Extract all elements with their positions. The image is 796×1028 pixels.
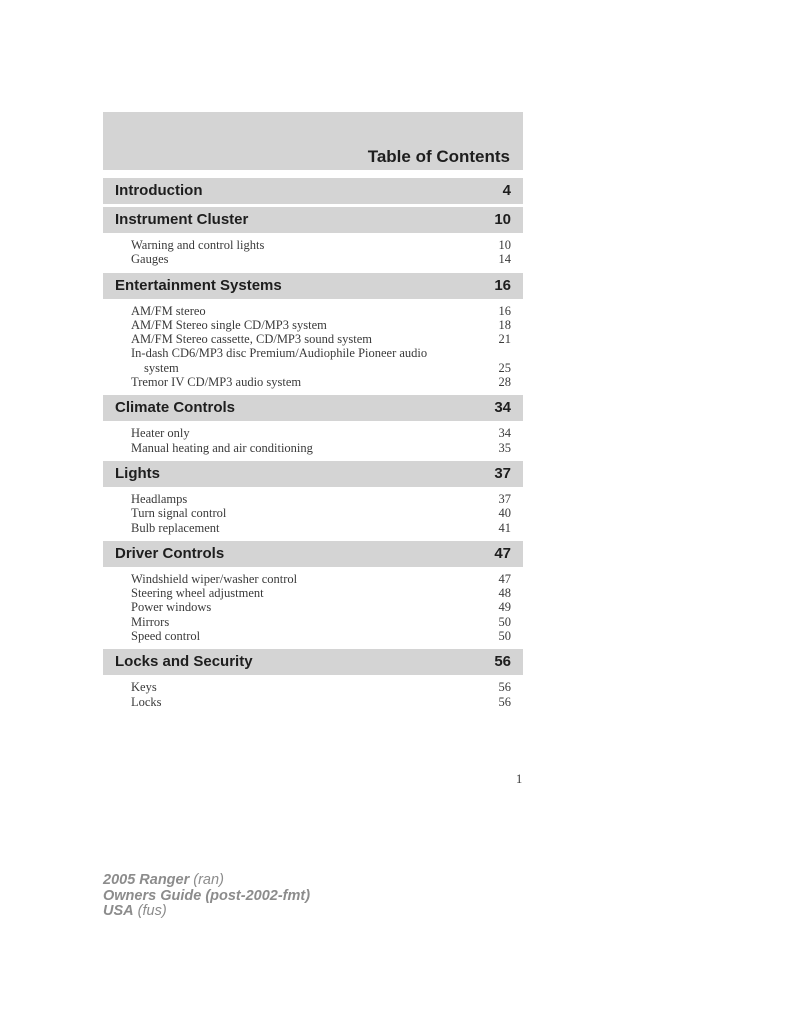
toc-section <box>103 541 523 649</box>
entry-page: 47 <box>498 571 511 586</box>
entry-title-text: Bulb replacement <box>131 520 220 535</box>
page-number: 1 <box>516 772 523 786</box>
entry-title <box>131 304 471 318</box>
entry-title-text: Mirrors <box>131 614 170 629</box>
entry-page: 48 <box>498 586 511 601</box>
entry-title <box>131 600 471 614</box>
entry-title-text: Heater only <box>131 426 190 441</box>
entry-page: 56 <box>498 694 511 709</box>
entry-page: 40 <box>498 506 511 521</box>
section-page: 47 <box>494 544 511 562</box>
section-header[interactable] <box>103 395 523 421</box>
footer-line-model: 2005 Ranger (ran) <box>103 872 224 888</box>
entry-title-text: Headlamps <box>131 491 188 506</box>
entry-title-text: Locks <box>131 694 162 709</box>
toc-entry[interactable] <box>103 252 523 266</box>
entry-page: 21 <box>498 332 511 347</box>
entry-title-text: Tremor IV CD/MP3 audio system <box>131 375 302 390</box>
footer-line-market: USA (fus) <box>103 903 167 919</box>
entry-title <box>131 238 471 252</box>
toc-entry[interactable] <box>103 426 523 440</box>
section-page: 34 <box>494 399 511 417</box>
entry-title <box>131 426 471 440</box>
toc-entry[interactable] <box>103 441 523 455</box>
section-page: 56 <box>494 653 511 671</box>
toc-entry[interactable] <box>103 318 523 332</box>
section-title: Introduction <box>115 182 203 199</box>
page-title: Table of Contents <box>367 147 510 166</box>
entry-title <box>131 629 471 643</box>
toc-entry[interactable] <box>103 695 523 709</box>
entry-title <box>131 615 471 629</box>
entry-title-text: Warning and control lights <box>131 238 265 252</box>
entry-title-text: Gauges <box>131 252 169 267</box>
toc-entry[interactable] <box>103 572 523 586</box>
entry-title <box>131 346 471 375</box>
entry-title-text: AM/FM stereo <box>131 303 206 318</box>
section-header[interactable] <box>103 178 523 204</box>
section-title: Entertainment Systems <box>115 276 282 294</box>
entry-title <box>131 586 471 600</box>
entry-page: 18 <box>498 317 511 332</box>
entry-title-text: AM/FM Stereo cassette, CD/MP3 sound system <box>131 332 372 347</box>
entry-title <box>131 695 471 709</box>
entry-title-text: Turn signal control <box>131 506 227 521</box>
entry-title-text: AM/FM Stereo single CD/MP3 system <box>131 317 327 332</box>
section-page: 16 <box>494 276 511 294</box>
entry-page: 49 <box>498 600 511 615</box>
toc-entry[interactable] <box>103 680 523 694</box>
section-title: Climate Controls <box>115 399 236 417</box>
entry-page: 10 <box>498 238 511 252</box>
entry-page: 37 <box>498 491 511 506</box>
section-title: Lights <box>115 464 160 482</box>
entry-page: 16 <box>498 303 511 318</box>
entry-page: 25 <box>498 360 511 375</box>
section-page: 4 <box>502 182 511 199</box>
entry-title <box>131 332 471 346</box>
entry-title <box>131 572 471 586</box>
section-title: Driver Controls <box>115 544 225 562</box>
toc-entry[interactable] <box>103 375 523 389</box>
entry-title <box>131 680 471 694</box>
section-title: Instrument Cluster <box>115 211 249 228</box>
section-header[interactable] <box>103 649 523 675</box>
toc-entry[interactable] <box>103 506 523 520</box>
section-header[interactable] <box>103 541 523 567</box>
entry-page: 35 <box>498 440 511 455</box>
entry-page: 41 <box>498 520 511 535</box>
entry-title-text: Manual heating and air conditioning <box>131 440 313 455</box>
toc-section <box>103 395 523 461</box>
entry-title <box>131 375 471 389</box>
entry-page: 50 <box>498 629 511 644</box>
entry-title-text: Speed control <box>131 629 201 644</box>
entry-title <box>131 441 471 455</box>
entry-title <box>131 506 471 520</box>
toc-entry[interactable] <box>103 304 523 318</box>
entry-title-text: Power windows <box>131 600 212 615</box>
entry-page: 50 <box>498 614 511 629</box>
section-header[interactable] <box>103 273 523 299</box>
section-page: 37 <box>494 464 511 482</box>
entry-page: 34 <box>498 426 511 441</box>
toc-section <box>103 273 523 396</box>
entry-title-text: Windshield wiper/washer control <box>131 571 298 586</box>
section-header[interactable] <box>103 461 523 487</box>
entry-title <box>131 492 471 506</box>
toc-entry[interactable] <box>103 521 523 535</box>
section-header[interactable] <box>103 207 523 233</box>
entry-title-text: Keys <box>131 680 157 695</box>
toc-entry[interactable] <box>103 629 523 643</box>
section-title: Locks and Security <box>115 653 253 671</box>
entry-page: 56 <box>498 680 511 695</box>
toc-section <box>103 178 523 207</box>
entry-title-continuation: system <box>144 360 179 375</box>
toc-entry[interactable] <box>103 332 523 346</box>
entry-title <box>131 521 471 535</box>
toc-section <box>103 207 523 273</box>
toc-entry[interactable] <box>103 586 523 600</box>
toc-header <box>103 112 523 170</box>
toc-entry[interactable] <box>103 600 523 614</box>
toc-section <box>103 649 523 715</box>
document-footer <box>103 873 310 920</box>
toc-entry[interactable] <box>103 615 523 629</box>
toc-entry[interactable] <box>103 492 523 506</box>
entry-page: 14 <box>498 252 511 267</box>
toc-entry[interactable] <box>103 238 523 252</box>
entry-title <box>131 252 471 266</box>
entry-page: 28 <box>498 375 511 390</box>
entry-title <box>131 318 471 332</box>
entry-title-text: Steering wheel adjustment <box>131 586 264 601</box>
table-of-contents <box>103 178 523 715</box>
footer-line-guide: Owners Guide (post-2002-fmt) <box>103 887 311 904</box>
section-page: 10 <box>494 211 511 228</box>
entry-title-text: In-dash CD6/MP3 disc Premium/Audiophile Pioneer audio <box>131 346 428 361</box>
toc-section <box>103 461 523 541</box>
toc-entry[interactable] <box>103 346 523 375</box>
